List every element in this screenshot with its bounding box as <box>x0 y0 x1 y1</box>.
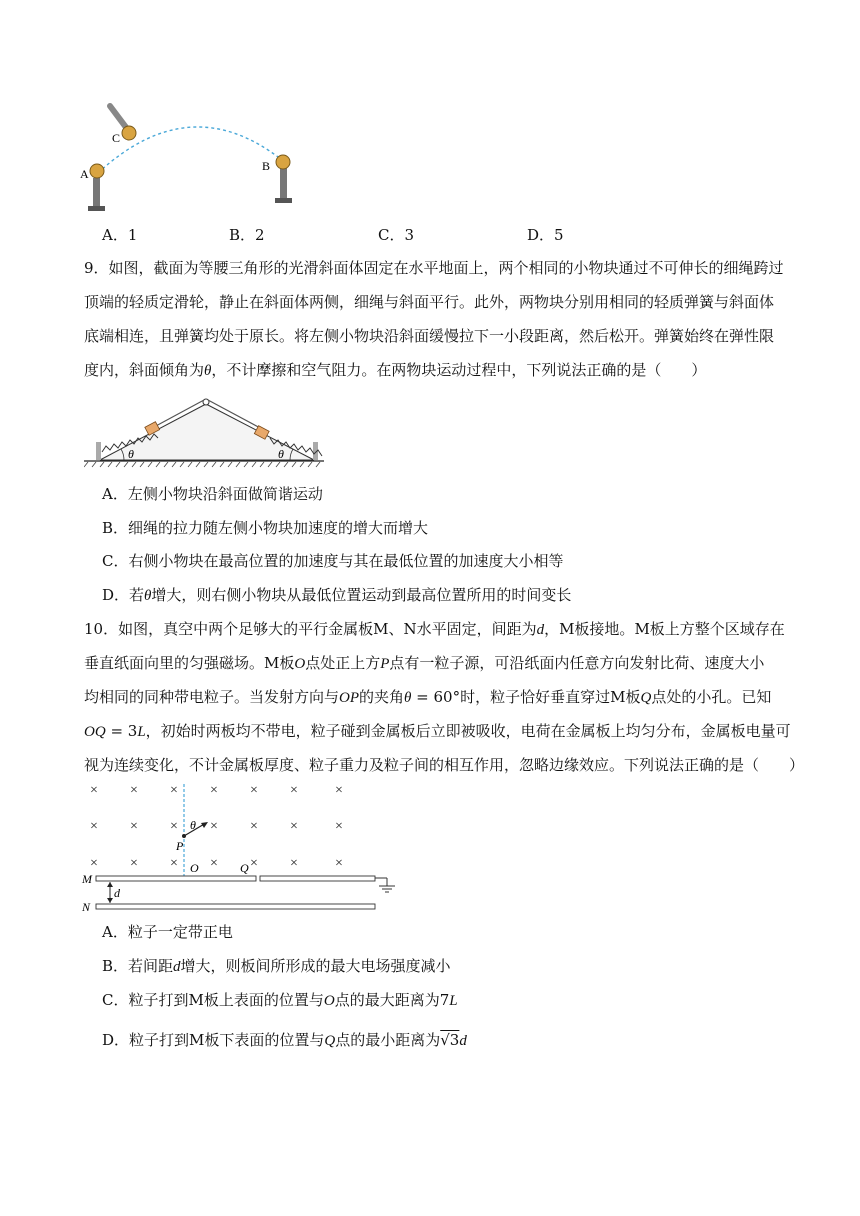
q10-option-b[interactable]: B．若间距d增大，则板间所形成的最大电场强度减小 <box>102 957 451 975</box>
svg-text:θ: θ <box>128 447 134 461</box>
svg-text:×: × <box>210 783 218 798</box>
svg-text:P: P <box>176 839 184 853</box>
svg-text:B: B <box>262 159 271 173</box>
svg-text:×: × <box>210 819 218 834</box>
q10-stem-line-4: OQ = 3L，初始时两板均不带电，粒子碰到金属板后立即被吸收，电荷在金属板上均匀分布，金属板电量可 <box>84 722 791 740</box>
svg-text:×: × <box>290 856 298 871</box>
svg-text:×: × <box>210 856 218 871</box>
svg-text:×: × <box>335 856 343 871</box>
svg-text:×: × <box>250 856 258 871</box>
svg-text:d: d <box>114 886 120 900</box>
q9-stem-line-1: 9．如图，截面为等腰三角形的光滑斜面体固定在水平地面上，两个相同的小物块通过不可伸长的细绳跨过 <box>84 259 784 277</box>
ball-b <box>276 155 290 169</box>
svg-text:O: O <box>190 861 199 875</box>
svg-text:A: A <box>80 167 89 181</box>
q9-option-d[interactable]: D．若θ增大，则右侧小物块从最低位置运动到最高位置所用的时间变长 <box>102 586 572 604</box>
svg-text:×: × <box>335 783 343 798</box>
q10-stem-line-3: 均相同的同种带电粒子。当发射方向与OP的夹角θ = 60°时，粒子恰好垂直穿过M板Q点处的小孔。已知 <box>84 688 772 706</box>
svg-text:×: × <box>90 783 98 798</box>
q10-option-c[interactable]: C．粒子打到M板上表面的位置与O点的最大距离为7L <box>102 991 458 1009</box>
sqrt-symbol: √3 <box>440 1031 460 1049</box>
svg-text:×: × <box>335 819 343 834</box>
svg-text:×: × <box>130 856 138 871</box>
svg-text:×: × <box>290 783 298 798</box>
q8-option-b[interactable]: B．2 <box>229 226 265 244</box>
q9-stem-line-4: 度内，斜面倾角为θ，不计摩擦和空气阻力。在两物块运动过程中，下列说法正确的是（ ） <box>84 361 707 379</box>
q9-figure <box>84 390 324 470</box>
svg-text:C: C <box>112 131 121 145</box>
q10-figure <box>80 780 400 915</box>
q10-option-d[interactable]: D．粒子打到M板下表面的位置与Q点的最小距离为√3d <box>102 1031 467 1049</box>
ball-c <box>122 126 136 140</box>
q10-stem-line-1: 10．如图，真空中两个足够大的平行金属板M、N水平固定，间距为d，M板接地。M板上方整个区域存在 <box>84 620 785 638</box>
svg-text:×: × <box>250 783 258 798</box>
q8-option-c[interactable]: C．3 <box>378 226 415 244</box>
q10-stem-line-5: 视为连续变化，不计金属板厚度、粒子重力及粒子间的相互作用，忽略边缘效应。下列说法正确的是（ ） <box>84 756 805 774</box>
svg-text:×: × <box>290 819 298 834</box>
svg-text:×: × <box>90 856 98 871</box>
svg-text:N: N <box>82 900 91 914</box>
q8-figure <box>70 98 310 218</box>
q8-option-d[interactable]: D．5 <box>527 226 564 244</box>
svg-text:×: × <box>90 819 98 834</box>
q10-option-a[interactable]: A．粒子一定带正电 <box>102 923 233 941</box>
svg-text:θ: θ <box>190 818 196 832</box>
svg-text:×: × <box>130 783 138 798</box>
svg-text:×: × <box>170 819 178 834</box>
svg-text:×: × <box>170 856 178 871</box>
q9-option-b[interactable]: B．细绳的拉力随左侧小物块加速度的增大而增大 <box>102 519 429 537</box>
q9-stem-line-3: 底端相连，且弹簧均处于原长。将左侧小物块沿斜面缓慢拉下一小段距离，然后松开。弹簧始终在弹性限 <box>84 327 775 345</box>
svg-text:M: M <box>82 872 92 886</box>
svg-text:×: × <box>170 783 178 798</box>
stand-a <box>93 178 100 208</box>
ball-a <box>90 164 104 178</box>
q10-stem-line-2: 垂直纸面向里的匀强磁场。M板O点处正上方P点有一粒子源，可沿纸面内任意方向发射比荷、速度大小 <box>84 654 765 672</box>
q8-option-a[interactable]: A．1 <box>102 226 138 244</box>
q9-option-c[interactable]: C．右侧小物块在最高位置的加速度与其在最低位置的加速度大小相等 <box>102 552 564 570</box>
svg-text:×: × <box>250 819 258 834</box>
svg-text:×: × <box>130 819 138 834</box>
q9-stem-line-2: 顶端的轻质定滑轮，静止在斜面体两侧，细绳与斜面平行。此外，两物块分别用相同的轻质弹簧与斜面体 <box>84 293 775 311</box>
svg-text:Q: Q <box>240 861 249 875</box>
svg-text:θ: θ <box>278 447 284 461</box>
stand-b <box>280 168 287 200</box>
q9-option-a[interactable]: A．左侧小物块沿斜面做简谐运动 <box>102 485 323 503</box>
